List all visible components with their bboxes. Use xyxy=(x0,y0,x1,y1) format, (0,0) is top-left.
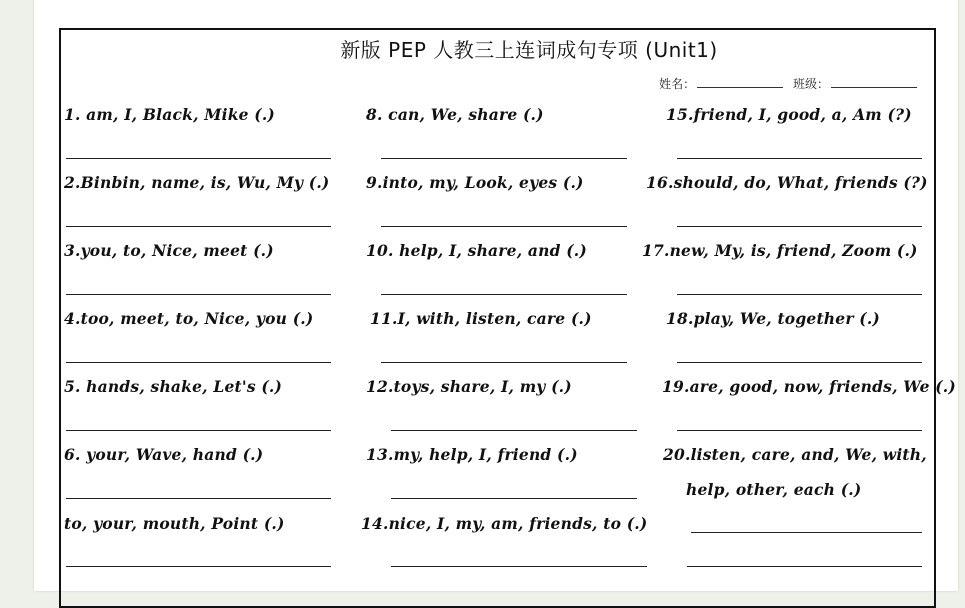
question-17: 17.new, My, is, friend, Zoom (.) xyxy=(642,241,918,260)
answer-line-19[interactable] xyxy=(677,430,922,431)
question-15: 15.friend, I, good, a, Am (?) xyxy=(666,105,912,124)
question-19: 19.are, good, now, friends, We (.) xyxy=(662,377,956,396)
question-13: 13.my, help, I, friend (.) xyxy=(366,445,578,464)
question-3: 3.you, to, Nice, meet (.) xyxy=(64,241,274,260)
question-10: 10. help, I, share, and (.) xyxy=(366,241,587,260)
answer-line-18[interactable] xyxy=(677,362,922,363)
class-label: 班级： xyxy=(792,77,829,91)
question-20: 20.listen, care, and, We, with, xyxy=(663,445,927,464)
question-5: 5. hands, shake, Let's (.) xyxy=(64,377,282,396)
answer-line-11[interactable] xyxy=(381,362,627,363)
answer-line-6[interactable] xyxy=(66,498,331,499)
answer-line-12[interactable] xyxy=(391,430,637,431)
answer-line-20b[interactable] xyxy=(687,566,922,567)
name-label: 姓名： xyxy=(659,77,696,91)
answer-line-9[interactable] xyxy=(381,226,627,227)
class-blank[interactable] xyxy=(831,77,917,88)
answer-line-2[interactable] xyxy=(66,226,331,227)
question-4: 4.too, meet, to, Nice, you (.) xyxy=(64,309,314,328)
answer-line-16[interactable] xyxy=(677,226,922,227)
answer-line-15[interactable] xyxy=(677,158,922,159)
question-6: 6. your, Wave, hand (.) xyxy=(64,445,264,464)
question-1: 1. am, I, Black, Mike (.) xyxy=(64,105,275,124)
answer-line-20a[interactable] xyxy=(691,532,922,533)
question-16: 16.should, do, What, friends (?) xyxy=(646,173,928,192)
question-7: to, your, mouth, Point (.) xyxy=(64,514,285,533)
answer-line-10[interactable] xyxy=(381,294,627,295)
answer-line-3[interactable] xyxy=(66,294,331,295)
answer-line-8[interactable] xyxy=(381,158,627,159)
answer-line-14[interactable] xyxy=(391,566,647,567)
question-18: 18.play, We, together (.) xyxy=(666,309,880,328)
student-info xyxy=(659,75,923,92)
name-blank[interactable] xyxy=(697,77,783,88)
worksheet-title: 新版 PEP 人教三上连词成句专项 (Unit1) xyxy=(340,38,718,62)
question-14: 14.nice, I, my, am, friends, to (.) xyxy=(361,514,648,533)
answer-line-17[interactable] xyxy=(677,294,922,295)
answer-line-1[interactable] xyxy=(66,158,331,159)
question-12: 12.toys, share, I, my (.) xyxy=(366,377,572,396)
question-8: 8. can, We, share (.) xyxy=(366,105,544,124)
answer-line-7[interactable] xyxy=(66,566,331,567)
question-2: 2.Binbin, name, is, Wu, My (.) xyxy=(64,173,330,192)
question-20-continued: help, other, each (.) xyxy=(686,480,862,499)
answer-line-4[interactable] xyxy=(66,362,331,363)
answer-line-5[interactable] xyxy=(66,430,331,431)
question-9: 9.into, my, Look, eyes (.) xyxy=(366,173,584,192)
answer-line-13[interactable] xyxy=(391,498,637,499)
question-11: 11.I, with, listen, care (.) xyxy=(370,309,592,328)
